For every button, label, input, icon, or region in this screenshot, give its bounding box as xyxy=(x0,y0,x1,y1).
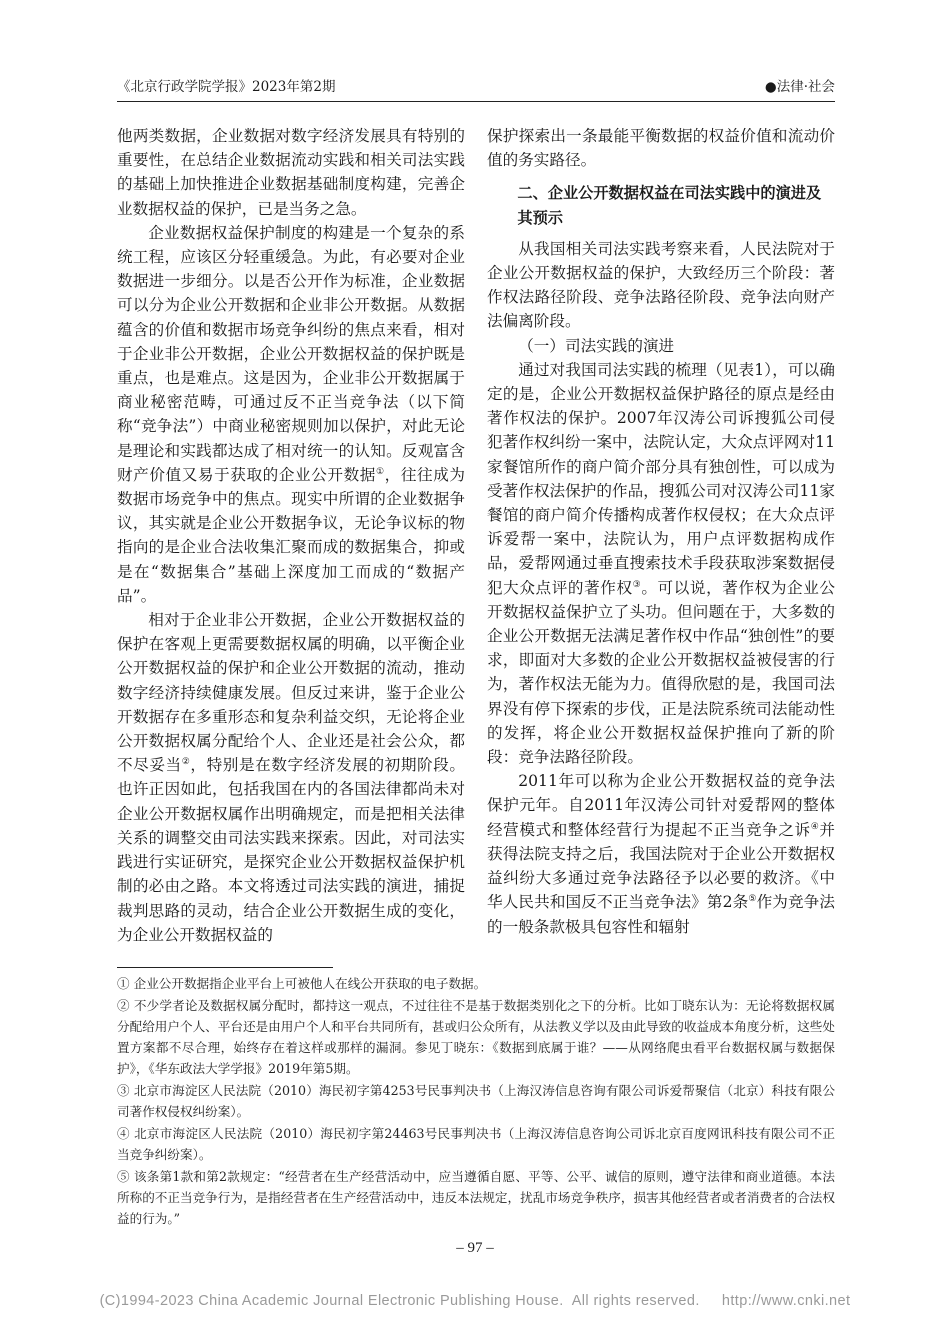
footnote: ④ 北京市海淀区人民法院（2010）海民初字第24463号民事判决书（上海汉涛信息咨询公司诉北京百度网讯科技有限公司不正当竞争纠纷案）。 xyxy=(117,1126,835,1162)
journal-title: 《北京行政学院学报》2023年第2期 xyxy=(117,79,336,95)
running-header xyxy=(117,78,835,96)
right-column xyxy=(487,124,835,939)
subsection-heading: （一）司法实践的演进 xyxy=(518,336,675,355)
section-heading: 二、企业公开数据权益在司法实践中的演进及其预示 xyxy=(517,184,822,227)
footnote: ⑤ 该条第1款和第2款规定：“经营者在生产经营活动中，应当遵循自愿、平等、公平、诚信的原则，遵守法律和商业道德。本法所称的不正当竞争行为，是指经营者在生产经营活动中，违反本法规定，扰乱市场竞争秩序，损害其他经营者或者消费者的合法权益的行为。” xyxy=(117,1169,835,1226)
footnote-ref[interactable]: ③ xyxy=(632,579,642,590)
footnote-ref[interactable]: ① xyxy=(375,466,385,477)
paragraph: 企业数据权益保护制度的构建是一个复杂的系统工程，应该区分轻重缓急。为此，有必要对企业数据进一步细分。以是否公开作为标准，企业数据可以分为企业公开数据和企业非公开数据。从数据蕴含的价值和数据市场竞争纠纷的焦点来看，相对于企业非公开数据，企业公开数据权益的保护既是重点，也是难点。这是因为，企业非公开数据属于商业秘密范畴，可通过反不正当竞争法（以下简称“竞争法”）中商业秘密规则加以保护，对此无论是理论和实践都达成了相对统一的认知。反观富含财产价值又易于获取的企业公开数据①，往往成为数据市场竞争中的焦点。现实中所谓的企业数据争议，其实就是企业公开数据争议，无论争议标的物指向的是企业合法收集汇聚而成的数据集合，抑或是在“数据集合”基础上深度加工而成的“数据产品”。 xyxy=(117,223,465,605)
footnote: ① 企业公开数据指企业平台上可被他人在线公开获取的电子数据。 xyxy=(117,976,487,991)
section-label: ●法律·社会 xyxy=(764,79,835,95)
paragraph: 保护探索出一条最能平衡数据的权益价值和流动价值的务实路径。 xyxy=(487,127,835,170)
page-number: – 97 – xyxy=(456,1240,494,1256)
footnote-rule xyxy=(117,967,333,968)
footnote: ② 不少学者论及数据权属分配时，都持这一观点，不过往往不是基于数据类别化之下的分析。比如丁晓东认为：无论将数据权属分配给用户个人、平台还是由用户个人和平台共同所有，甚或归公众所有，从法教义学以及由此导致的收益成本角度分析，这些处置方案都不尽合理，始终存在着这样或那样的漏洞。参见丁晓东：《数据到底属于谁？——从网络爬虫看平台数据权属与数据保护》，《华东政法大学学报》2019年第5期。 xyxy=(117,998,835,1076)
copyright-watermark: (C)1994-2023 China Academic Journal Electronic Publishing House. All rights reserved. http://www.cnki.net xyxy=(99,1293,851,1309)
footnote-ref[interactable]: ② xyxy=(181,757,191,768)
footnote: ③ 北京市海淀区人民法院（2010）海民初字第4253号民事判决书（上海汉涛信息咨询有限公司诉爱帮聚信（北京）科技有限公司著作权侵权纠纷案）。 xyxy=(117,1083,836,1119)
footnote-ref[interactable]: ④ xyxy=(810,821,820,832)
paragraph: 2011年可以称为企业公开数据权益的竞争法保护元年。自2011年汉涛公司针对爱帮网的整体经营模式和整体经营行为提起不正当竞争之诉④并获得法院支持之后，我国法院对于企业公开数据权益纠纷大多通过竞争法路径予以必要的救济。《中华人民共和国反不正当竞争法》第2条⑤作为竞争法的一般条款极具包容性和辐射 xyxy=(487,772,835,936)
footnote-ref[interactable]: ⑤ xyxy=(748,894,757,905)
footnotes xyxy=(117,973,835,1230)
paragraph: 通过对我国司法实践的梳理（见表1），可以确定的是，企业公开数据权益保护路径的原点是经由著作权法的保护。2007年汉涛公司诉搜狐公司侵犯著作权纠纷一案中，法院认定，大众点评网对11家餐馆所作的商户简介部分具有独创性，可以成为受著作权法保护的作品，搜狐公司对汉涛公司11家餐馆的商户简介传播构成著作权侵权；在大众点评诉爱帮一案中，法院认为，用户点评数据构成作品，爱帮网通过垂直搜索技术手段获取涉案数据侵犯大众点评的著作权③。可以说，著作权为企业公开数据权益保护立了头功。但问题在于，大多数的企业公开数据无法满足著作权中作品“独创性”的要求，即面对大多数的企业公开数据权益被侵害的行为，著作权法无能为力。值得欣慰的是，我国司法界没有停下探索的步伐，正是法院系统司法能动性的发挥，将企业公开数据权益保护推向了新的阶段：竞争法路径阶段。 xyxy=(487,360,835,767)
left-column xyxy=(117,124,465,947)
paragraph: 相对于企业非公开数据，企业公开数据权益的保护在客观上更需要数据权属的明确，以平衡企业公开数据权益的保护和企业公开数据的流动，推动数字经济持续健康发展。但反过来讲，鉴于企业公开数据存在多重形态和复杂利益交织，无论将企业公开数据权属分配给个人、企业还是社会公众，都不尽妥当②，特别是在数字经济发展的初期阶段。也许正因如此，包括我国在内的各国法律都尚未对企业公开数据权属作出明确规定，而是把相关法律关系的调整交由司法实践来探索。因此，对司法实践进行实证研究，是探究企业公开数据权益保护机制的必由之路。本文将透过司法实践的演进，捕捉裁判思路的灵动，结合企业公开数据生成的变化，为企业公开数据权益的 xyxy=(117,611,465,944)
paragraph: 他两类数据，企业数据对数字经济发展具有特别的重要性，在总结企业数据流动实践和相关司法实践的基础上加快推进企业数据基础制度构建，完善企业数据权益的保护，已是当务之急。 xyxy=(117,127,465,218)
paragraph: 从我国相关司法实践考察来看，人民法院对于企业公开数据权益的保护，大致经历三个阶段：著作权法路径阶段、竞争法路径阶段、竞争法向财产法偏离阶段。 xyxy=(487,239,835,331)
header-rule xyxy=(117,101,835,102)
